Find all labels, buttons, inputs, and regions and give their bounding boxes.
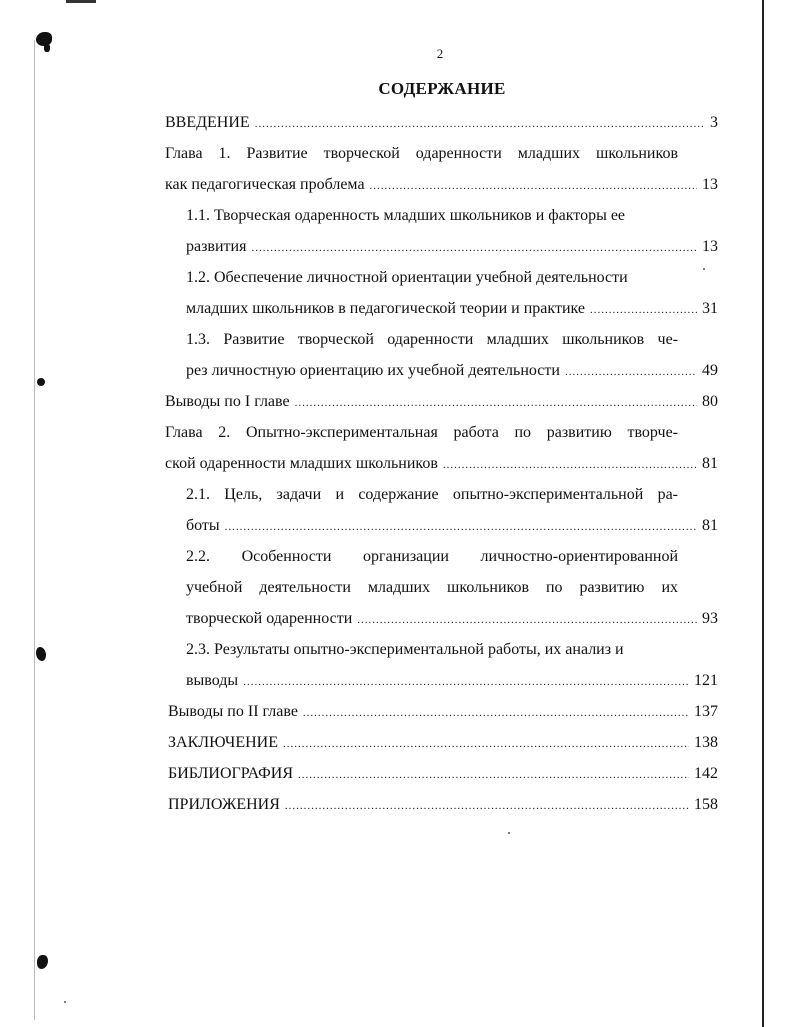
toc-entry-page: 142 xyxy=(694,765,718,782)
leader-dots xyxy=(283,732,689,756)
leader-dots xyxy=(251,236,697,260)
toc-entry-title: Выводы по I главе xyxy=(165,393,290,410)
toc-entry-introduction xyxy=(165,111,718,135)
scan-speck xyxy=(64,1001,66,1003)
toc-entry-2-1 xyxy=(186,514,718,538)
toc-entry-chapter2-line1: Глава 2. Опытно-экспериментальная работа по развитию творче- xyxy=(165,424,678,441)
toc-entry-title: развития xyxy=(186,238,247,255)
toc-entry-2-2 xyxy=(186,607,718,631)
scan-edge-right xyxy=(762,0,764,1027)
toc-entry-page: 158 xyxy=(694,796,718,813)
toc-entry-title: ской одаренности младших школьников xyxy=(165,455,438,472)
toc-entry-page: 80 xyxy=(702,393,718,410)
toc-entry-title: выводы xyxy=(186,672,239,689)
leader-dots xyxy=(243,670,689,694)
ink-blot xyxy=(37,955,48,969)
toc-entry-page: 121 xyxy=(694,672,718,689)
toc-entry-1-2-line1: 1.2. Обеспечение личностной ориентации учебной деятельности xyxy=(186,269,628,286)
leader-dots xyxy=(303,701,689,725)
page-number: 2 xyxy=(436,46,444,61)
toc-entry-2-2-line2: учебной деятельности младших школьников по развитию их xyxy=(186,579,678,596)
toc-entry-1-1 xyxy=(186,235,718,259)
leader-dots xyxy=(443,453,697,477)
leader-dots xyxy=(295,391,697,415)
toc-title: СОДЕРЖАНИЕ xyxy=(378,79,506,98)
toc-entry-title: младших школьников в педагогической теории и практике xyxy=(186,300,585,317)
toc-entry-title: Выводы по II главе xyxy=(168,703,298,720)
toc-entry-title: как педагогическая проблема xyxy=(165,176,365,193)
ink-blot xyxy=(36,647,46,661)
toc-entry-1-2 xyxy=(186,297,718,321)
toc-entry-page: 13 xyxy=(702,176,718,193)
toc-entry-page: 49 xyxy=(702,362,718,379)
toc-entry-2-2-line1: 2.2. Особенности организации личностно-ориентированной xyxy=(186,548,678,565)
scan-speck xyxy=(703,268,705,270)
toc-entry-bibliography xyxy=(168,762,718,786)
ink-blot xyxy=(37,378,45,386)
toc-entry-title: ВВЕДЕНИЕ xyxy=(165,114,250,131)
toc-entry-title: ПРИЛОЖЕНИЯ xyxy=(168,796,280,813)
toc-entry-page: 138 xyxy=(694,734,718,751)
toc-entry-appendices xyxy=(168,793,718,817)
leader-dots xyxy=(285,794,689,818)
toc-entry-2-3-line1: 2.3. Результаты опытно-экспериментальной работы, их анализ и xyxy=(186,641,624,658)
toc-entry-1-3-line1: 1.3. Развитие творческой одаренности младших школьников че- xyxy=(186,331,678,348)
toc-entry-chapter1-line1: Глава 1. Развитие творческой одаренности младших школьников xyxy=(165,145,678,162)
toc-entry-title: творческой одаренности xyxy=(186,610,353,627)
leader-dots xyxy=(357,608,697,632)
scan-edge-top xyxy=(66,0,96,3)
toc-entry-conclusion xyxy=(168,731,718,755)
toc-entry-page: 81 xyxy=(702,517,718,534)
leader-dots xyxy=(225,515,697,539)
toc-entry-2-1-line1: 2.1. Цель, задачи и содержание опытно-экспериментальной ра- xyxy=(186,486,678,503)
toc-entry-page: 137 xyxy=(694,703,718,720)
scan-edge-left xyxy=(34,40,35,1020)
toc-entry-1-1-line1: 1.1. Творческая одаренность младших школьников и факторы ее xyxy=(186,207,626,224)
scan-speck xyxy=(508,832,510,834)
leader-dots xyxy=(370,174,697,198)
leader-dots xyxy=(565,360,697,384)
toc-entry-conclusions-2 xyxy=(168,700,718,724)
toc-entry-title: ЗАКЛЮЧЕНИЕ xyxy=(168,734,278,751)
toc-entry-conclusions-1 xyxy=(165,390,718,414)
toc-entry-title: рез личностную ориентацию их учебной деятельности xyxy=(186,362,560,379)
toc-entry-page: 93 xyxy=(702,610,718,627)
toc-entry-page: 13 xyxy=(702,238,718,255)
toc-entry-page: 3 xyxy=(710,114,718,131)
toc-entry-page: 81 xyxy=(702,455,718,472)
toc-entry-title: БИБЛИОГРАФИЯ xyxy=(168,765,294,782)
toc-entry-title: боты xyxy=(186,517,220,534)
toc-entry-chapter2 xyxy=(165,452,718,476)
leader-dots xyxy=(298,763,689,787)
toc-entry-2-3 xyxy=(186,669,718,693)
toc-entry-page: 31 xyxy=(702,300,718,317)
toc-entry-1-3 xyxy=(186,359,718,383)
leader-dots xyxy=(590,298,697,322)
leader-dots xyxy=(255,112,705,136)
toc-entry-chapter1 xyxy=(165,173,718,197)
